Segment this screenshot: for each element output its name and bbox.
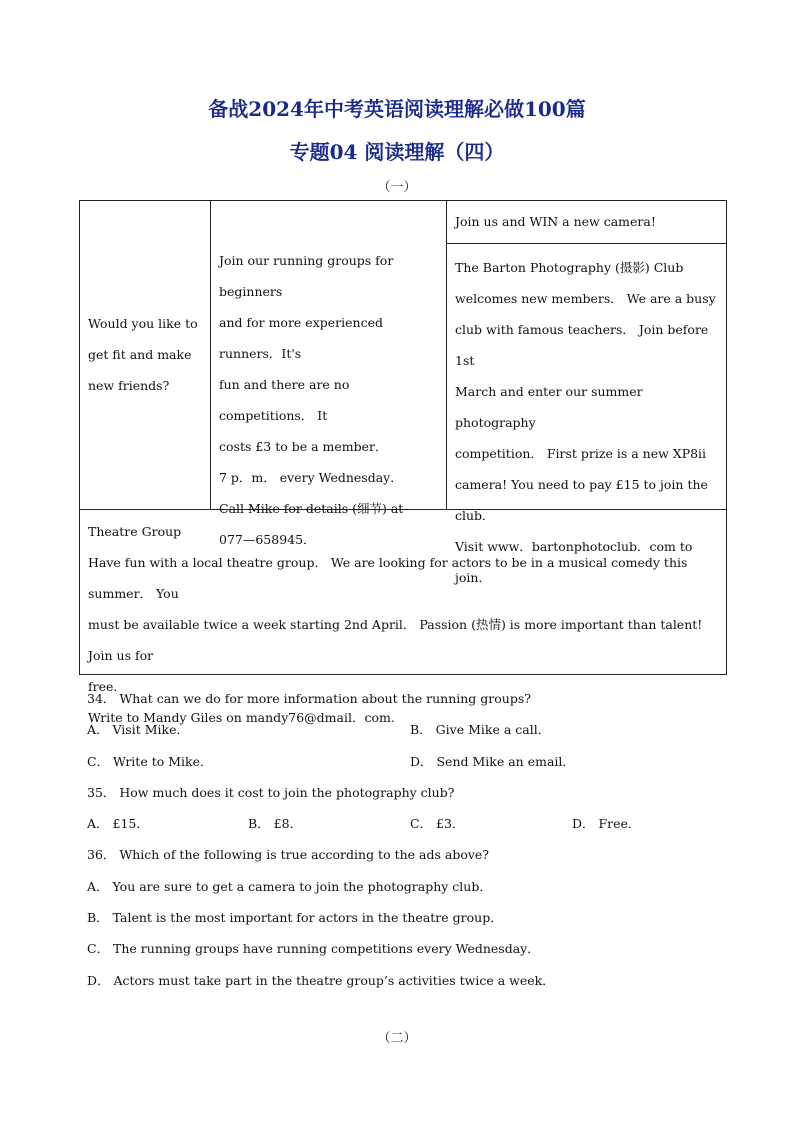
ad-running-line: Join our running groups for beginners [219,253,394,299]
ad-running-line: 077—658945． [219,532,316,547]
ad-theatre-line: must be available twice a week starting 2nd April． Passion (热情) is more important than talent! Join us for [88,617,703,663]
question-stem: 35． How much does it cost to join the photography club? [87,784,455,800]
ad-photo-line: The Barton Photography (摄影) Club [455,260,684,275]
ad-photo-line: club． [455,508,495,523]
ad-intro-line: new friends? [88,378,170,393]
table-divider [446,243,726,244]
option: C． £3． [410,816,465,832]
ad-photo-line: competition． First prize is a new XP8ii [455,446,707,461]
ad-theatre-line: Write to Mandy Giles on mandy76@dmail．com. [88,710,395,725]
ad-running-line: costs £3 to be a member． [219,439,388,454]
ad-intro [88,308,206,401]
document-title: 备战2024年中考英语阅读理解必做100篇 [208,97,586,121]
option-row [87,714,737,745]
ad-photo-heading: Join us and WIN a new camera! [455,214,656,229]
ad-intro-line: get fit and make [88,347,192,362]
section-label-1: （一） [377,180,417,195]
table-divider [446,201,447,509]
ad-photo-line: March and enter our summer photography [455,384,643,430]
option: A． Visit Mike． [87,722,189,738]
ad-photo-line: welcomes new members． We are a busy [455,291,716,306]
ad-running-line: Call Mike for details (细节) at [219,501,404,516]
ad-photo-line: camera! You need to pay £15 to join the [455,477,708,492]
ad-running-line: and for more experienced runners．It's [219,315,383,361]
option: D． Actors must take part in the theatre group’s activities twice a week． [87,972,555,988]
option: C． Write to Mike． [87,753,213,769]
ad-theatre-title: Theatre Group [88,524,182,539]
question-stem: 36． Which of the following is true according to the ads above? [87,847,490,863]
option-row [87,746,737,777]
ad-theatre-line: Have fun with a local theatre group． We are looking for actors to be in a musical comedy this summer． You [88,555,688,601]
option: D． Send Mike an email． [410,753,575,769]
section-label-2: （二） [377,1031,417,1046]
option: C． The running groups have running competitions every Wednesday． [87,941,540,957]
option: B． Talent is the most important for actors in the theatre group． [87,910,503,926]
ad-theatre-line: free． [88,679,126,694]
option: A． £15． [87,816,149,832]
option: B． £8． [248,816,303,832]
option: A． You are sure to get a camera to join the photography club． [87,878,492,894]
ad-photo-line: club with famous teachers． Join before 1st [455,322,709,368]
document-subtitle: 专题04 阅读理解（四） [289,140,505,164]
ad-running [219,245,444,555]
ad-running-line: 7 p．m． every Wednesday． [219,470,403,485]
ad-running-line: fun and there are no competitions． It [219,377,350,423]
ad-photo-line: Visit www．bartonphotoclub．com to join． [455,539,693,585]
questions [87,683,737,996]
table-divider [210,201,211,509]
option: D． Free． [572,816,641,832]
option: B． Give Mike a call． [410,722,551,738]
option-row [87,808,737,839]
question-stem: 34． What can we do for more information about the running groups? [87,691,531,706]
ad-intro-line: Would you like to [88,316,198,331]
